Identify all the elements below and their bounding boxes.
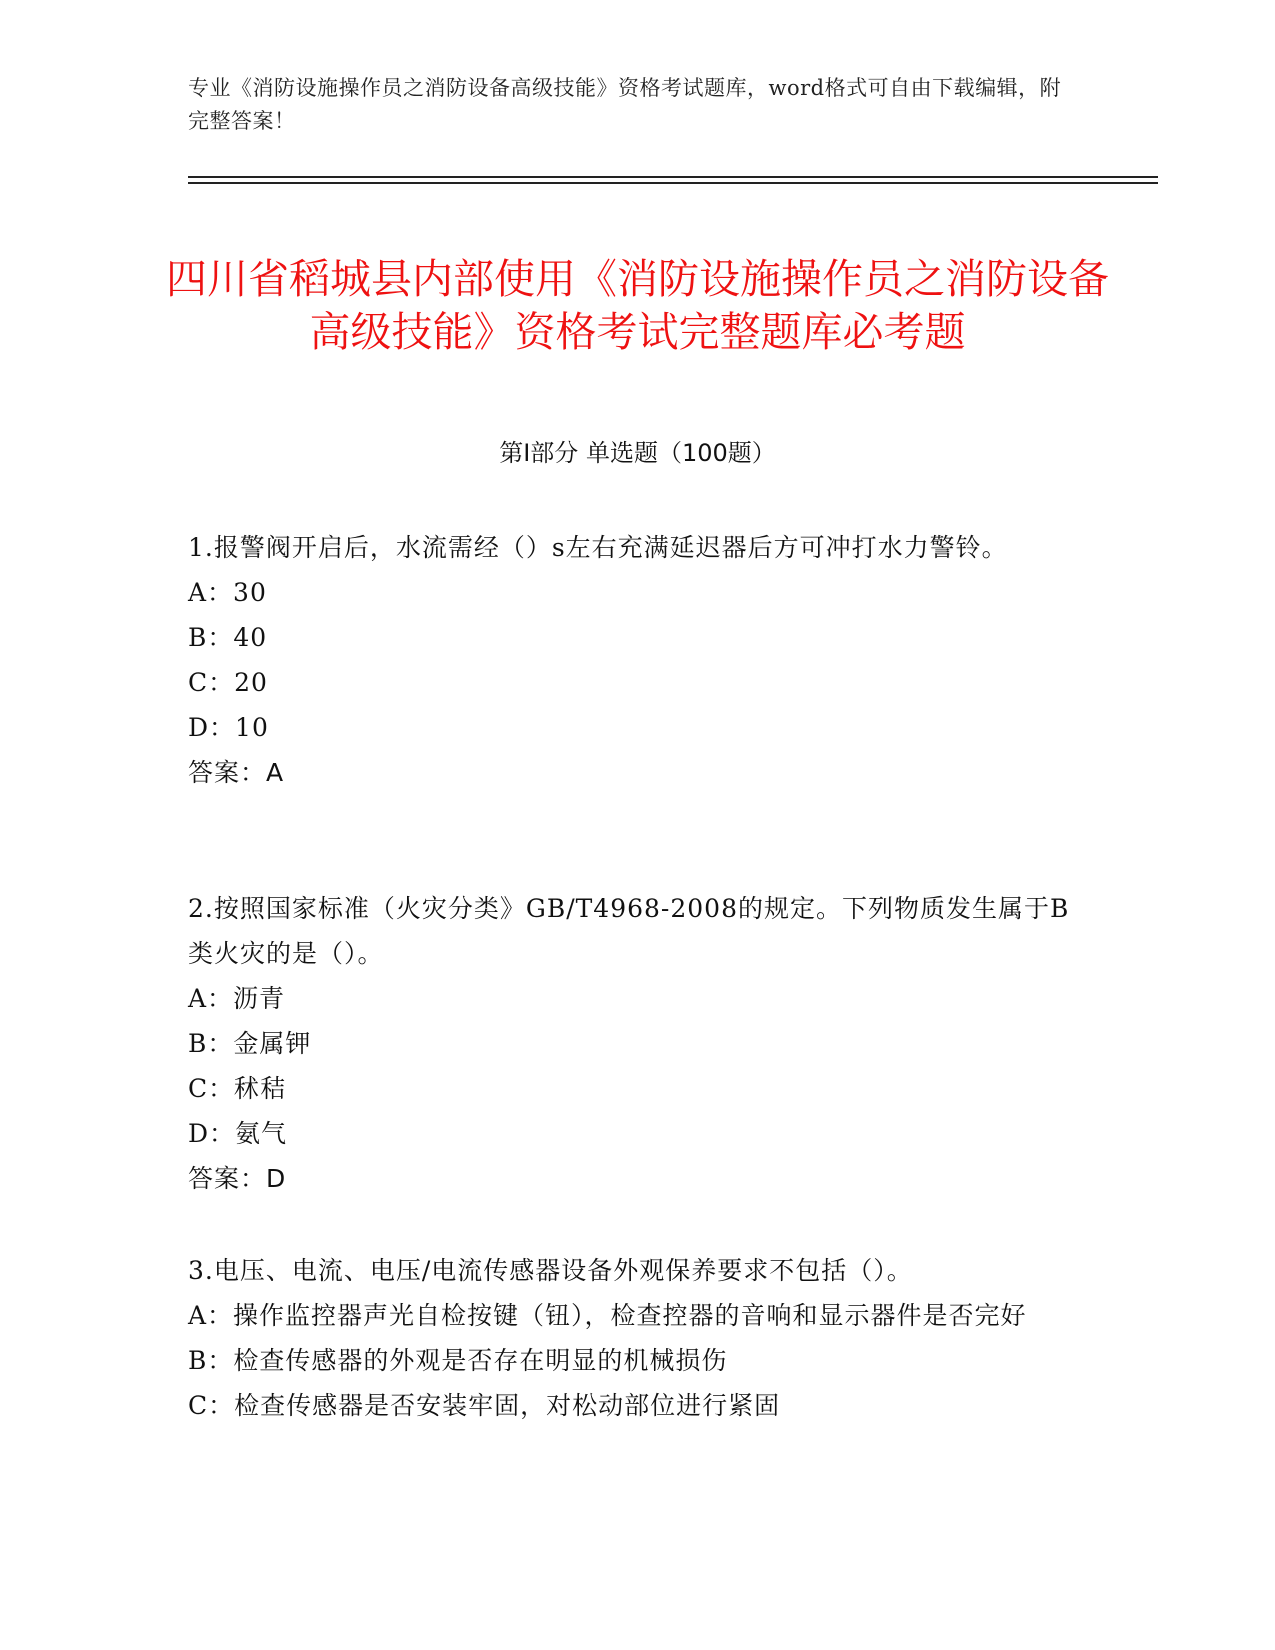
question-stem: 2.按照国家标准（火灾分类》GB/T4968-2008的规定。下列物质发生属于B类火灾的是（）。 <box>188 894 1070 968</box>
option-a: A：操作监控器声光自检按键（钮），检查控器的音响和显示器件是否完好 <box>188 1301 1027 1330</box>
section-title: 第Ⅰ部分 单选题（100题） <box>499 439 776 467</box>
question-stem: 1.报警阀开启后，水流需经（）s左右充满延迟器后方可冲打水力警铃。 <box>188 533 1008 562</box>
header-rule-bottom <box>188 182 1158 184</box>
option-d: D：10 <box>188 713 269 742</box>
option-b: B：检查传感器的外观是否存在明显的机械损伤 <box>188 1346 728 1375</box>
question-stem: 3.电压、电流、电压/电流传感器设备外观保养要求不包括（）。 <box>188 1256 913 1285</box>
document-title: 四川省稻城县内部使用《消防设施操作员之消防设备高级技能》资格考试完整题库必考题 <box>166 255 1109 357</box>
question-1 <box>188 525 1088 795</box>
answer: 答案：D <box>188 1164 287 1193</box>
question-2 <box>188 886 1088 1201</box>
option-b: B：40 <box>188 623 268 652</box>
header-rule-top <box>188 176 1158 178</box>
option-c: C：检查传感器是否安装牢固，对松动部位进行紧固 <box>188 1391 781 1420</box>
question-3 <box>188 1248 1088 1428</box>
option-b: B：金属钾 <box>188 1029 312 1058</box>
option-d: D：氨气 <box>188 1119 288 1148</box>
header-note: 专业《消防设施操作员之消防设备高级技能》资格考试题库，word格式可自由下载编辑，附完整答案！ <box>188 76 1062 133</box>
option-a: A：沥青 <box>188 984 286 1013</box>
option-a: A：30 <box>188 578 267 607</box>
answer: 答案：A <box>188 758 285 787</box>
option-c: C：秫秸 <box>188 1074 287 1103</box>
option-c: C：20 <box>188 668 268 697</box>
